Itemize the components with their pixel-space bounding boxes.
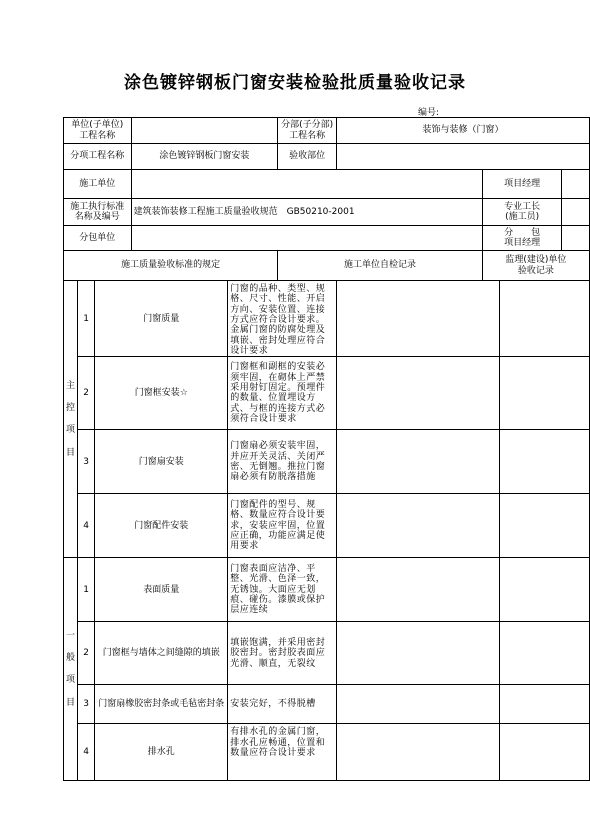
header-row-item-project: [64, 144, 590, 170]
sub-project-label: 分部(子分部) 工程名称: [278, 118, 337, 144]
group-label-general: 一 般 项 目: [64, 558, 78, 781]
self-check-cell[interactable]: [337, 281, 500, 357]
self-check-cell[interactable]: [337, 558, 500, 622]
acceptance-part-label: 验收部位: [278, 144, 337, 170]
self-check-cell[interactable]: [337, 622, 500, 685]
header-row-construction-unit: [64, 170, 590, 199]
self-check-cell[interactable]: [337, 724, 500, 781]
acceptance-part-value[interactable]: [337, 144, 590, 170]
header-row-unit-project: [64, 118, 590, 144]
col-spec-header: 施工质量验收标准的规定: [64, 251, 278, 281]
group-label-main-control: 主 控 项 目: [64, 281, 78, 558]
item-name: 排水孔: [95, 724, 228, 781]
item-no: 4: [78, 494, 95, 558]
unit-project-label: 单位(子单位) 工程名称: [64, 118, 132, 144]
col-supervision-header: 监理(建设)单位 验收记录: [482, 251, 589, 281]
unit-project-value[interactable]: [131, 118, 278, 144]
item-no: 2: [78, 622, 95, 685]
item-standard: 门窗的品种、类型、规格、尺寸、性能、开启方向、安装位置、连接方式应符合设计要求。金属门窗的防腐处理及填嵌、密封处理应符合设计要求: [228, 281, 337, 357]
sub-manager-value[interactable]: [562, 226, 590, 251]
sub-project-value[interactable]: 装饰与装修（门窗）: [337, 118, 590, 144]
table-row: [64, 558, 590, 622]
col-self-check-header: 施工单位自检记录: [278, 251, 483, 281]
supervision-cell[interactable]: [499, 622, 589, 685]
item-no: 4: [78, 724, 95, 781]
supervision-cell[interactable]: [499, 494, 589, 558]
self-check-cell[interactable]: [337, 357, 500, 430]
standard-value[interactable]: 建筑装饰装修工程施工质量验收规范 GB50210-2001: [131, 199, 482, 226]
supervision-cell[interactable]: [499, 558, 589, 622]
table-row: [64, 622, 590, 685]
page-title: 涂色镀锌钢板门窗安装检验批质量验收记录: [124, 73, 466, 93]
item-project-value[interactable]: 涂色镀锌钢板门窗安装: [131, 144, 278, 170]
construction-unit-label: 施工单位: [64, 170, 132, 199]
item-standard: 门窗框和副框的安装必须牢固，在砌体上严禁采用射钉固定。预埋件的数量、位置埋设方式、与框的连接方式必须符合设计要求: [228, 357, 337, 430]
project-manager-label: 项目经理: [482, 170, 562, 199]
subcontractor-value[interactable]: [131, 226, 482, 251]
column-header-row: [64, 251, 590, 281]
item-no: 3: [78, 685, 95, 724]
item-name: 门窗扇橡胶密封条或毛毡密封条: [95, 685, 228, 724]
supervision-cell[interactable]: [499, 430, 589, 494]
supervision-cell[interactable]: [499, 685, 589, 724]
construction-unit-value[interactable]: [131, 170, 482, 199]
item-name: 门窗配件安装: [95, 494, 228, 558]
item-no: 1: [78, 558, 95, 622]
supervision-cell[interactable]: [499, 281, 589, 357]
supervision-cell[interactable]: [499, 357, 589, 430]
table-row: [64, 685, 590, 724]
item-name: 表面质量: [95, 558, 228, 622]
item-standard: 门窗扇必须安装牢固，并应开关灵活、关闭严密、无倒翘。推拉门窗扇必须有防脱落措施: [228, 430, 337, 494]
item-standard: 门窗配件的型号、规格、数量应符合设计要求，安装应牢固，位置应正确，功能应满足使用要求: [228, 494, 337, 558]
table-row: [64, 494, 590, 558]
foreman-value[interactable]: [562, 199, 590, 226]
item-name: 门窗扇安装: [95, 430, 228, 494]
item-no: 2: [78, 357, 95, 430]
item-name: 门窗框安装☆: [95, 357, 228, 430]
table-row: [64, 724, 590, 781]
item-standard: 有排水孔的金属门窗，排水孔应畅通，位置和数量应符合设计要求: [228, 724, 337, 781]
table-row: [64, 281, 590, 357]
table-row: [64, 357, 590, 430]
subcontractor-label: 分包单位: [64, 226, 132, 251]
self-check-cell[interactable]: [337, 430, 500, 494]
acceptance-record-table: [63, 117, 590, 781]
item-name: 门窗框与墙体之间缝隙的填嵌: [95, 622, 228, 685]
self-check-cell[interactable]: [337, 494, 500, 558]
item-no: 3: [78, 430, 95, 494]
supervision-cell[interactable]: [499, 724, 589, 781]
project-manager-value[interactable]: [562, 170, 590, 199]
header-row-subcontractor: [64, 226, 590, 251]
foreman-label: 专业工长 (施工员): [482, 199, 562, 226]
table-row: [64, 430, 590, 494]
item-name: 门窗质量: [95, 281, 228, 357]
sub-manager-label: 分 包 项目经理: [482, 226, 562, 251]
item-no: 1: [78, 281, 95, 357]
standard-label: 施工执行标准 名称及编号: [64, 199, 132, 226]
item-standard: 门窗表面应洁净、平整、光滑、色泽一致，无锈蚀。大面应无划痕、碰伤。漆膜或保护层应连续: [228, 558, 337, 622]
item-project-label: 分项工程名称: [64, 144, 132, 170]
doc-number-label: 编号:: [418, 108, 440, 118]
self-check-cell[interactable]: [337, 685, 500, 724]
item-standard: 填嵌饱满，并采用密封胶密封。密封胶表面应光滑、顺直，无裂纹: [228, 622, 337, 685]
header-row-standard: [64, 199, 590, 226]
item-standard: 安装完好，不得脱槽: [228, 685, 337, 724]
